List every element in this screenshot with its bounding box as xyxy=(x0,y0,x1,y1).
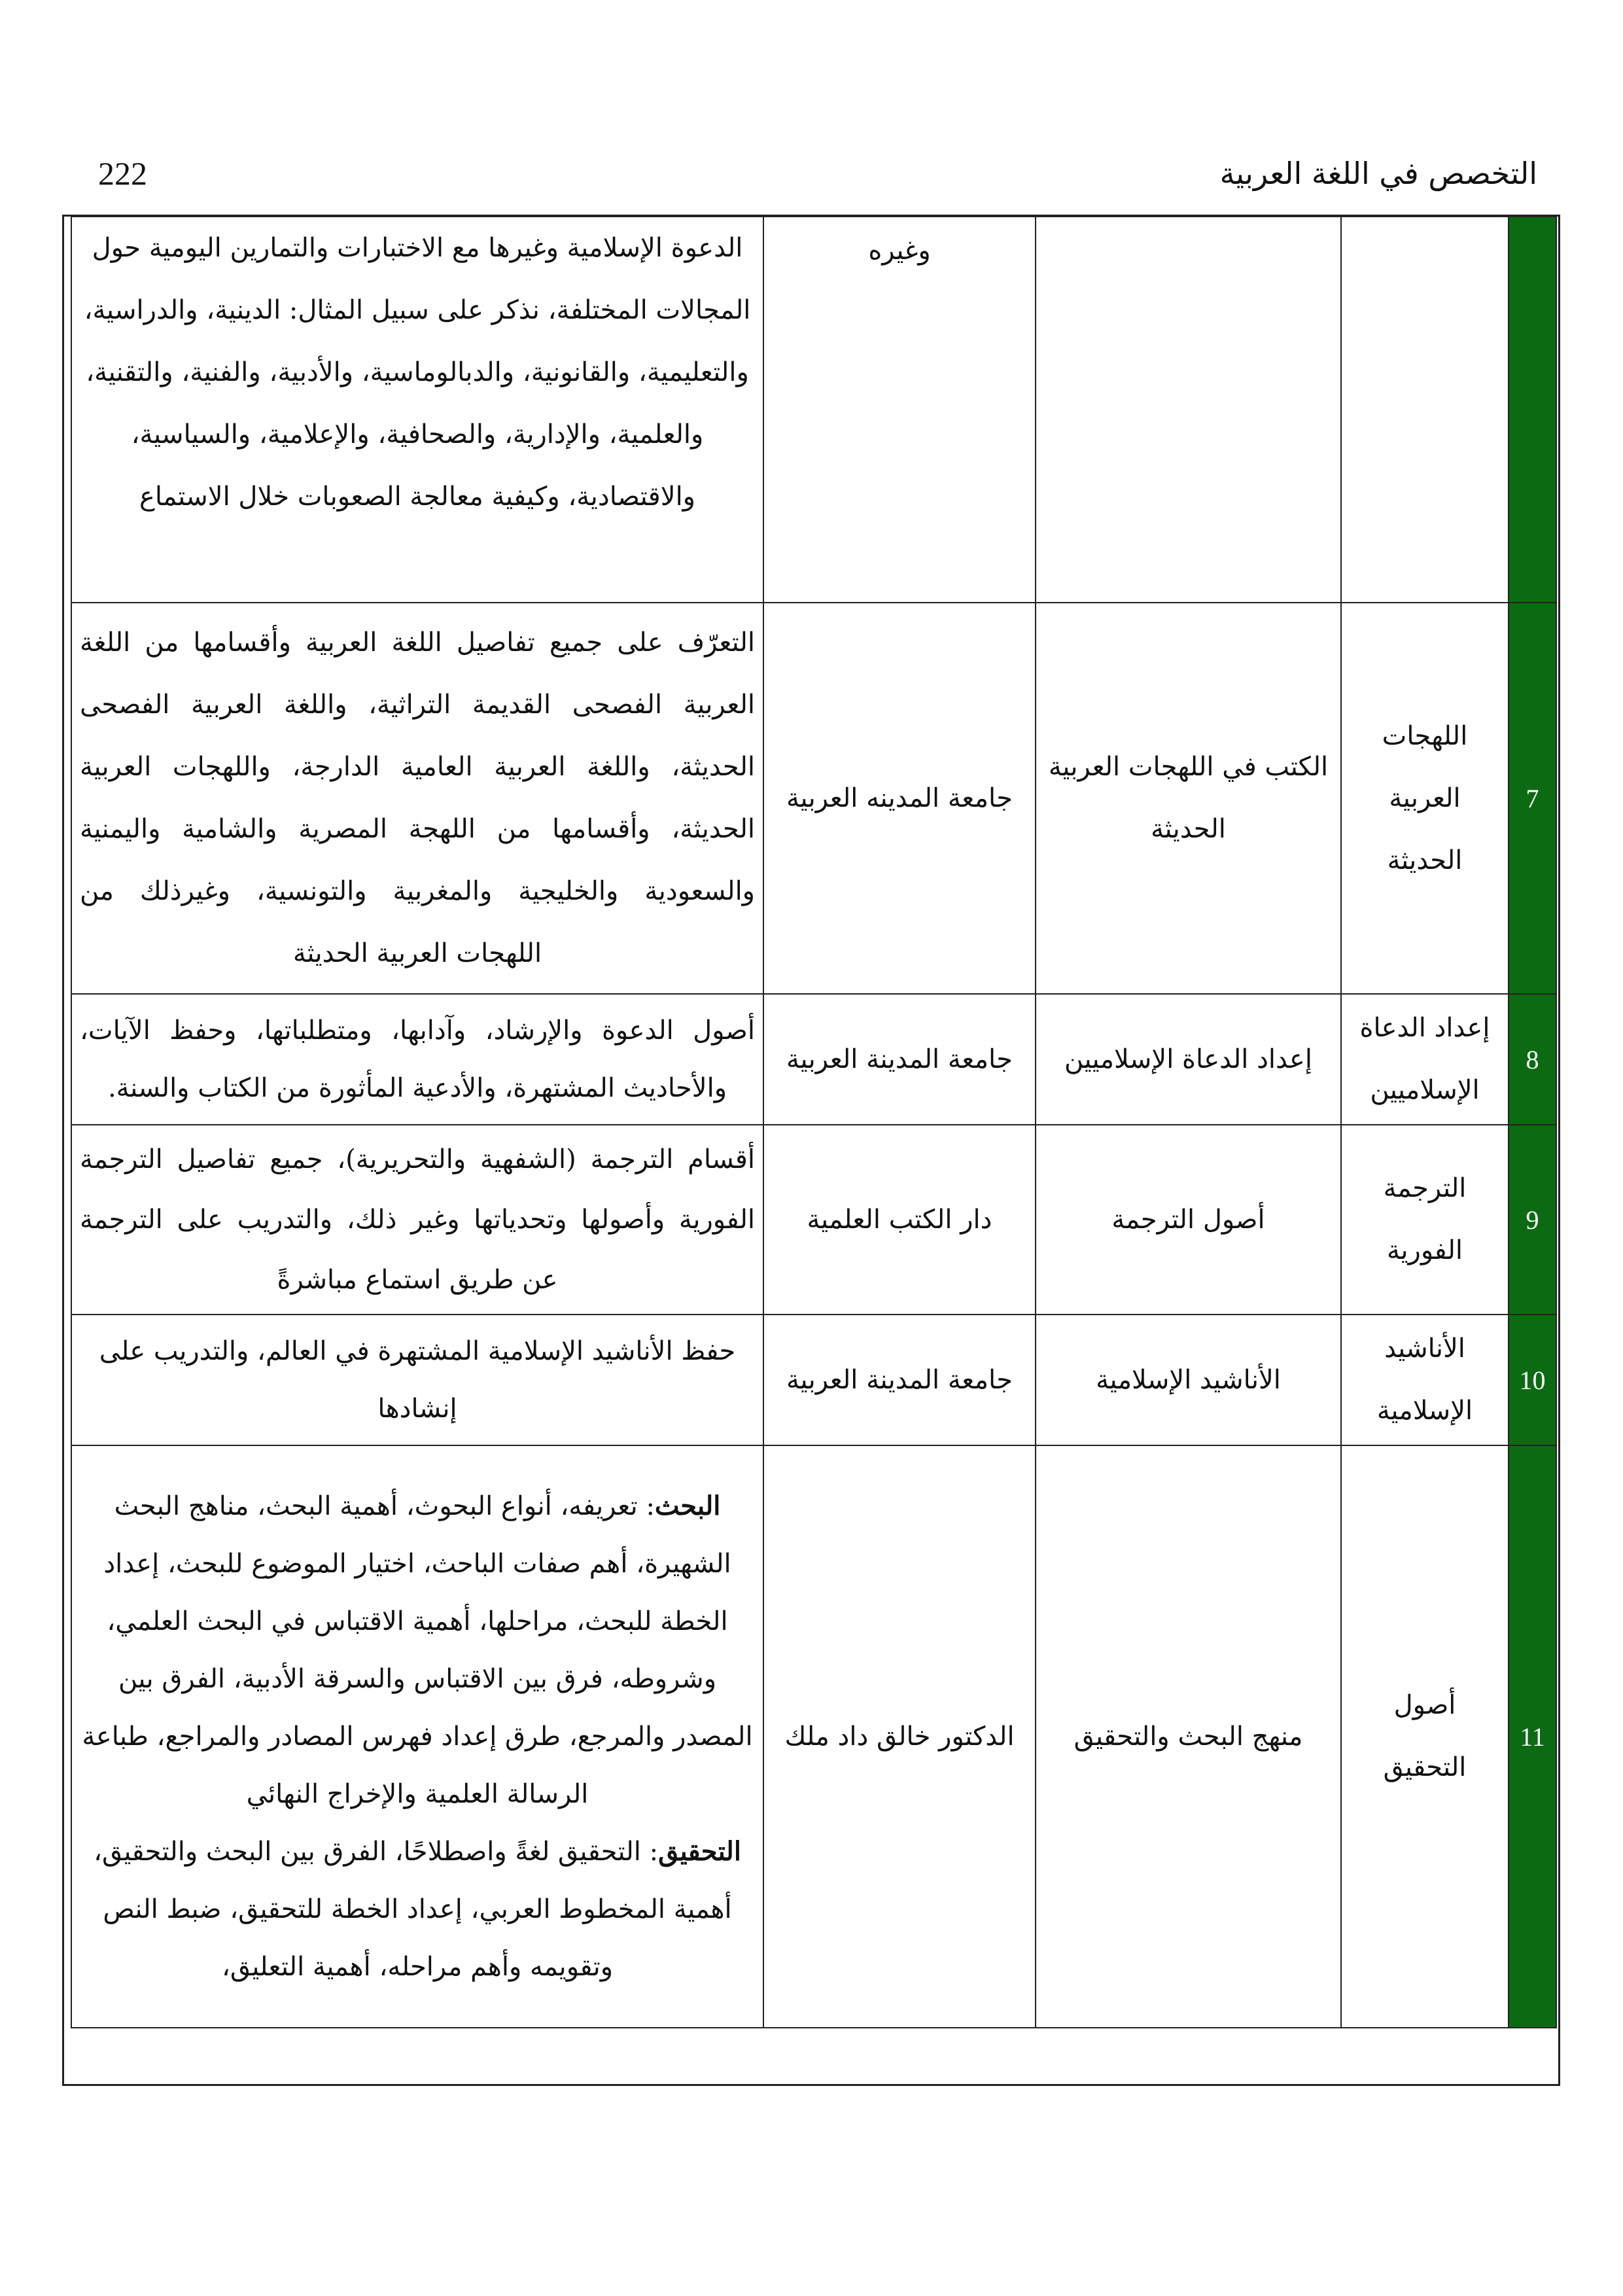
book-cell: إعداد الدعاة الإسلاميين xyxy=(1036,994,1341,1125)
table-row xyxy=(71,603,1556,994)
publisher-cell: جامعة المدينه العربية xyxy=(763,603,1036,994)
publisher-cell: وغيره xyxy=(763,217,1036,603)
book-cell: أصول الترجمة xyxy=(1036,1125,1341,1315)
publisher-cell: الدكتور خالق داد ملك xyxy=(763,1445,1036,2028)
book-cell: الكتب في اللهجات العربية الحديثة xyxy=(1036,603,1341,994)
publisher-cell: دار الكتب العلمية xyxy=(763,1125,1036,1315)
description-cell: التعرّف على جميع تفاصيل اللغة العربية وأقسامها من اللغة العربية الفصحى القديمة التراثية، واللغة العربية الفصحى الحديثة، واللغة العربية العامية الدارجة، واللهجات العربية الحديثة، وأقسامها من اللهجة المصرية والشامية واليمنية والسعودية والخليجية والمغربية والتونسية، وغيرذلك من اللهجات العربية الحديثة xyxy=(71,603,763,994)
description-cell: حفظ الأناشيد الإسلامية المشتهرة في العالم، والتدريب على إنشادها xyxy=(71,1315,763,1445)
verification-text: : التحقيق لغةً واصطلاحًا، الفرق بين البحث والتحقيق، أهمية المخطوط العربي، إعداد الخطة للتحقيق، ضبط النص وتقويمه وأهم مراحله، أهمية التعليق، xyxy=(94,1837,732,1982)
table-row xyxy=(71,1315,1556,1445)
description-cell: أقسام الترجمة (الشفهية والتحريرية)، جميع تفاصيل الترجمة الفورية وأصولها وتحدياتها وغير ذلك، والتدريب على الترجمة عن طريق استماع مباشرةً xyxy=(71,1125,763,1315)
table-row xyxy=(71,217,1556,603)
publisher-cell: جامعة المدينة العربية xyxy=(763,1315,1036,1445)
subject-cell: الأناشيد الإسلامية xyxy=(1341,1315,1509,1445)
book-cell: منهج البحث والتحقيق xyxy=(1036,1445,1341,2028)
row-number: 8 xyxy=(1509,994,1556,1125)
row-number xyxy=(1509,217,1556,603)
table-row xyxy=(71,1445,1556,2028)
table-row xyxy=(71,1125,1556,1315)
subject-cell: إعداد الدعاة الإسلاميين xyxy=(1341,994,1509,1125)
book-cell xyxy=(1036,217,1341,603)
table-row xyxy=(71,994,1556,1125)
research-label: البحث xyxy=(654,1491,721,1521)
verification-label: التحقيق xyxy=(658,1836,741,1867)
subject-cell: أصول التحقيق xyxy=(1341,1445,1509,2028)
subject-cell xyxy=(1341,217,1509,603)
description-cell: أصول الدعوة والإرشاد، وآدابها، ومتطلباتها، وحفظ الآيات، والأحاديث المشتهرة، والأدعية المأثورة من الكتاب والسنة. xyxy=(71,994,763,1125)
description-cell xyxy=(71,1445,763,2028)
row-number: 11 xyxy=(1509,1445,1556,2028)
page-header xyxy=(98,147,1537,200)
book-cell: الأناشيد الإسلامية xyxy=(1036,1315,1341,1445)
subject-cell: اللهجات العربية الحديثة xyxy=(1341,603,1509,994)
research-text: : تعريفه، أنواع البحوث، أهمية البحث، مناهج البحث الشهيرة، أهم صفات الباحث، اختيار الموضوع للبحث، إعداد الخطة للبحث، مراحلها، أهمية الاقتباس في البحث العلمي، وشروطه، فرق بين الاقتباس والسرقة الأدبية، الفرق بين المصدر والمرجع، طرق إعداد فهرس المصادر والمراجع، طباعة الرسالة العلمية والإخراج النهائي xyxy=(82,1491,753,1809)
courses-table xyxy=(71,216,1557,2028)
row-number: 10 xyxy=(1509,1315,1556,1445)
subject-cell: الترجمة الفورية xyxy=(1341,1125,1509,1315)
running-title: التخصص في اللغة العربية xyxy=(1219,156,1537,191)
description-cell: الدعوة الإسلامية وغيرها مع الاختبارات والتمارين اليومية حول المجالات المختلفة، نذكر على سبيل المثال: الدينية، والدراسية، والتعليمية، والقانونية، والدبالوماسية، والأدبية، والفنية، والتقنية، والعلمية، والإدارية، والصحافية، والإعلامية، والسياسية، والاقتصادية، وكيفية معالجة الصعوبات خلال الاستماع xyxy=(71,217,763,603)
row-number: 9 xyxy=(1509,1125,1556,1315)
page-number: 222 xyxy=(98,155,147,192)
row-number: 7 xyxy=(1509,603,1556,994)
publisher-cell: جامعة المدينة العربية xyxy=(763,994,1036,1125)
